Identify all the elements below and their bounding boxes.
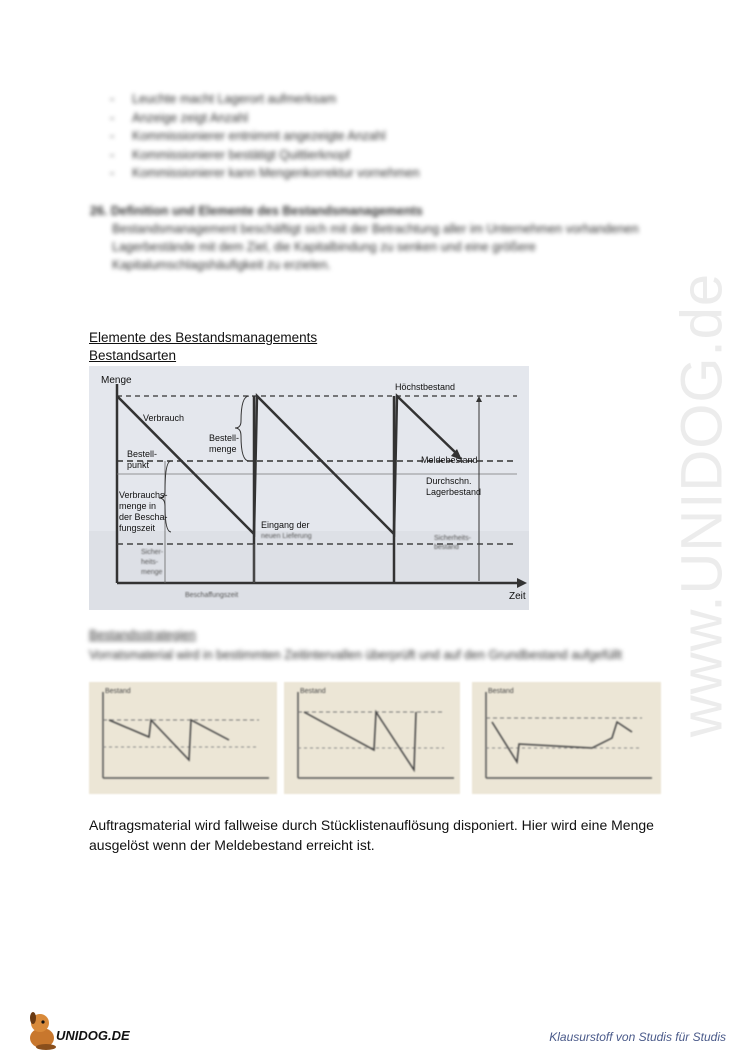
list-item: - Kommissionierer bestätigt Quittierknopf	[110, 146, 420, 165]
watermark	[669, 270, 735, 740]
footer-tagline: Klausurstoff von Studis für Studis	[549, 1030, 726, 1044]
eingang-label-1: Eingang der	[261, 520, 310, 530]
list-item: - Kommissionierer kann Mengenkorrektur vornehmen	[110, 164, 420, 183]
bestellmenge-label-2: menge	[209, 444, 237, 454]
watermark-text: www.UNIDOG.de	[669, 272, 735, 738]
verbrauchsmenge-label-3: der Bescha-	[119, 512, 168, 522]
section-text: Bestandsmanagement beschäftigt sich mit der Betrachtung aller im Unternehmen vorhandenen Lagerbestände mit dem Ziel, die Kapitalbindung zu senken und eine größere Kapitalumschlagshäufigkeit zu erzielen.	[112, 222, 639, 272]
bullet-list	[110, 90, 420, 183]
sicherheit-label-2: heits-	[141, 559, 159, 566]
photo-label: Bestand	[105, 688, 131, 695]
eingang-label-2: neuen Lieferung	[261, 533, 312, 540]
photo-chart-1	[89, 682, 277, 794]
bestellmenge-label-1: Bestell-	[209, 433, 240, 443]
sicherheitsbestand-label-1: Sicherheits-	[434, 535, 471, 542]
verbrauchsmenge-label-4: fungszeit	[119, 523, 156, 533]
verbrauch-label: Verbrauch	[143, 413, 185, 423]
photo-label: Bestand	[300, 688, 326, 695]
bestellpunkt-label-1: Bestell-	[127, 449, 158, 459]
inventory-diagram	[89, 366, 529, 610]
photo-chart-2	[284, 682, 460, 794]
y-axis-label: Menge	[101, 375, 132, 386]
verbrauchsmenge-label-2: menge in	[119, 501, 157, 511]
section-heading: 26. Definition und Elemente des Bestandsmanagements	[90, 204, 423, 218]
sicherheit-label-1: Sicher-	[141, 549, 164, 556]
strategien-text: Vorratsmaterial wird in bestimmten Zeitintervallen überprüft und auf den Grundbestand aufgefüllt	[89, 648, 622, 662]
auftragsmaterial-paragraph: Auftragsmaterial wird fallweise durch Stücklistenauflösung disponiert. Hier wird eine Menge ausgelöst wenn der Meldebestand erreicht ist.	[89, 817, 654, 853]
photo-chart-2-graphic	[284, 682, 460, 794]
sicherheitsbestand-label-2: bestand	[434, 544, 459, 551]
verbrauchsmenge-label-1: Verbrauchs-	[119, 490, 168, 500]
list-item: - Leuchte macht Lagerort aufmerksam	[110, 90, 420, 109]
logo-text: UNIDOG.DE	[56, 1028, 130, 1043]
photo-chart-3	[472, 682, 661, 794]
photo-chart-1-graphic	[89, 682, 277, 794]
sicherheit-label-3: menge	[141, 569, 163, 576]
list-item: - Kommissionierer entnimmt angezeigte Anzahl	[110, 127, 420, 146]
hoechstbestand-label: Höchstbestand	[395, 382, 456, 392]
bestandsarten-heading: Bestandsarten	[89, 348, 177, 363]
strategy-photos	[89, 682, 661, 794]
photo-label: Bestand	[488, 688, 514, 695]
durchschnitt-label-1: Durchschn.	[426, 476, 472, 486]
photo-chart-3-graphic	[472, 682, 661, 794]
beschaffungszeit-label: Beschaffungszeit	[185, 592, 239, 599]
section-26	[90, 202, 650, 274]
list-item: - Anzeige zeigt Anzahl	[110, 109, 420, 128]
unidog-logo	[24, 1008, 154, 1052]
elements-heading: Elemente des Bestandsmanagements	[89, 330, 318, 345]
durchschnitt-label-2: Lagerbestand	[426, 487, 482, 497]
meldebestand-label: Meldebestand	[421, 455, 478, 465]
strategien-heading: Bestandsstrategien	[89, 628, 197, 642]
bestellpunkt-label-2: punkt	[127, 460, 150, 470]
x-axis-label: Zeit	[509, 591, 526, 602]
